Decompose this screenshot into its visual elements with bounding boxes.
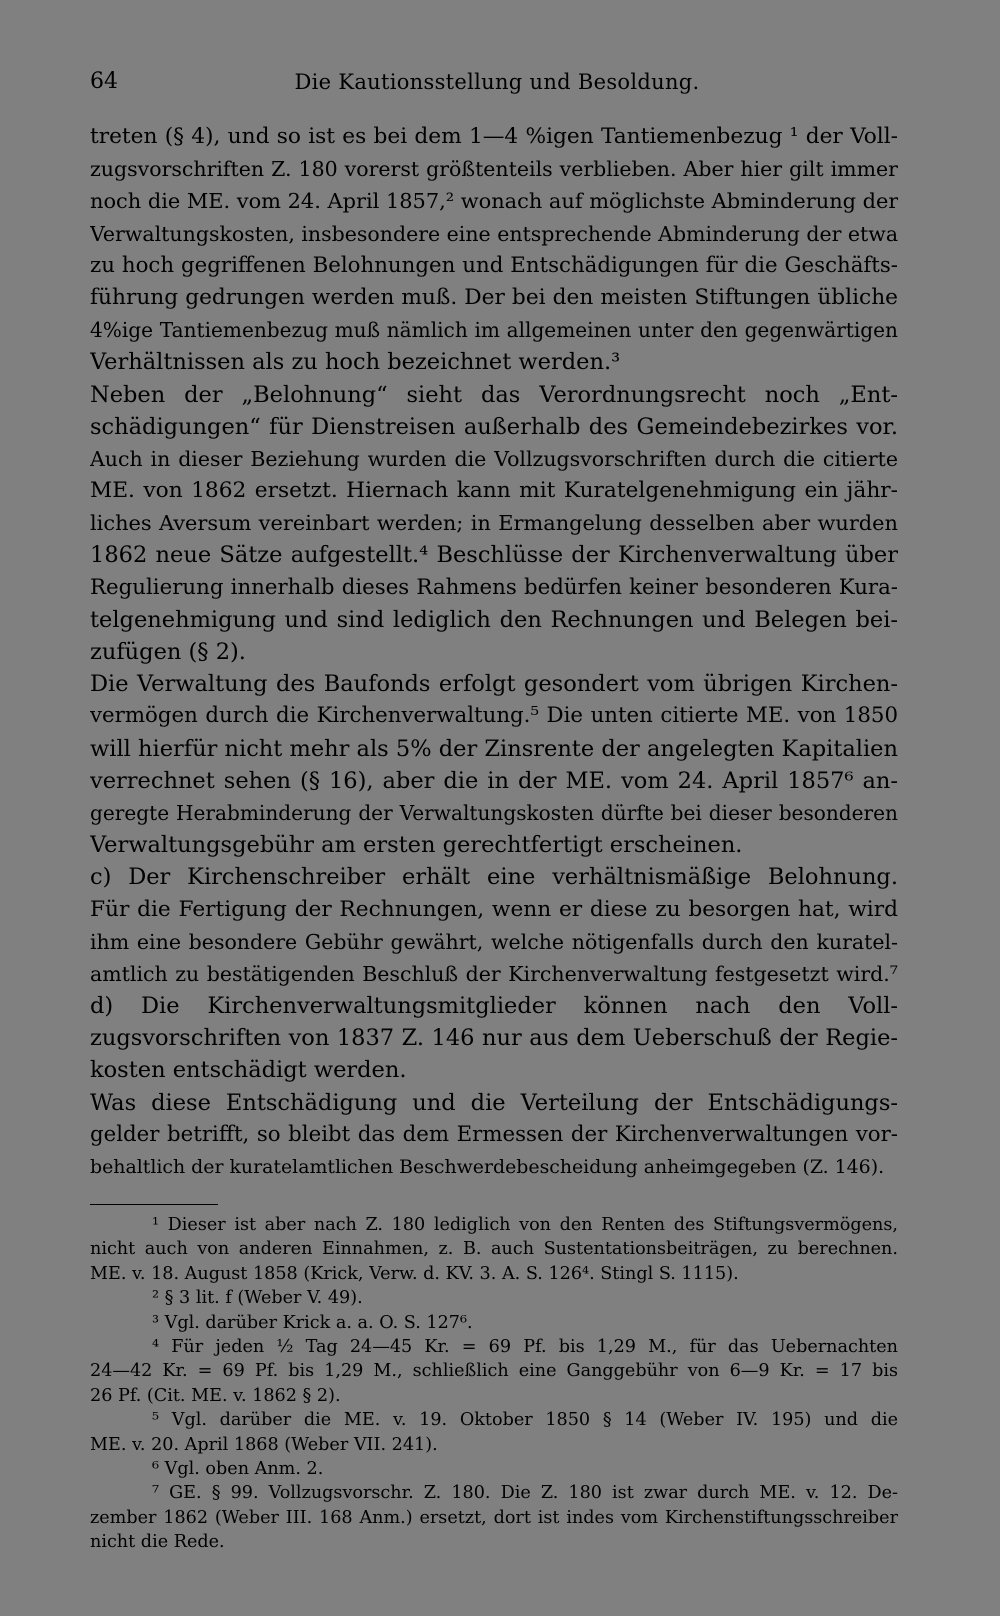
page-header xyxy=(90,62,904,102)
text-line: telgenehmigung und sind lediglich den Rechnungen und Belegen bei- xyxy=(90,606,898,633)
text-line: will hierfür nicht mehr als 5% der Zinsrente der angelegten Kapitalien xyxy=(90,735,898,762)
text-line: liches Aversum vereinbart werden; in Ermangelung desselben aber wurden xyxy=(90,511,898,536)
footnote-line: nicht auch von anderen Einnahmen, z. B. auch Sustentationsbeiträgen, zu berechnen. xyxy=(90,1239,898,1260)
text-line: Auch in dieser Beziehung wurden die Vollzugsvorschriften durch die citierte xyxy=(90,446,898,471)
text-line: amtlich zu bestätigenden Beschluß der Kirchenverwaltung festgesetzt wird.⁷ xyxy=(90,961,898,986)
footnote-line: ² § 3 lit. f (Weber V. 49). xyxy=(152,1288,363,1309)
text-line: 1862 neue Sätze aufgestellt.⁴ Beschlüsse der Kirchenverwaltung über xyxy=(90,542,898,569)
text-line: Was diese Entschädigung und die Verteilung der Entschädigungs- xyxy=(90,1089,898,1116)
page-number: 64 xyxy=(90,69,118,94)
text-line: zugsvorschriften von 1837 Z. 146 nur aus dem Ueberschuß der Regie- xyxy=(90,1025,898,1052)
text-line: Die Verwaltung des Baufonds erfolgt gesondert vom übrigen Kirchen- xyxy=(90,671,898,698)
footnotes xyxy=(90,1213,898,1554)
running-title: Die Kautionsstellung und Besoldung. xyxy=(294,70,700,94)
text-line: Verhältnissen als zu hoch bezeichnet werden.³ xyxy=(90,349,621,376)
text-line: zugsvorschriften Z. 180 vorerst größtenteils verblieben. Aber hier gilt immer xyxy=(90,157,898,182)
footnote-line: 26 Pf. (Cit. ME. v. 1862 § 2). xyxy=(90,1385,341,1406)
text-line: Verwaltungsgebühr am ersten gerechtfertigt erscheinen. xyxy=(90,832,743,859)
text-line: behaltlich der kuratelamtlichen Beschwerdebescheidung anheimgegeben (Z. 146). xyxy=(90,1156,885,1178)
text-line: kosten entschädigt werden. xyxy=(90,1057,407,1084)
text-line: noch die ME. vom 24. April 1857,² wonach auf möglichste Abminderung der xyxy=(90,189,898,214)
text-line: geregte Herabminderung der Verwaltungskosten dürfte bei dieser besonderen xyxy=(90,800,898,825)
footnote-line: ¹ Dieser ist aber nach Z. 180 lediglich von den Renten des Stiftungsvermögens, xyxy=(152,1215,898,1235)
text-line: zufügen (§ 2). xyxy=(90,639,246,665)
footnote-line: ⁴ Für jeden ½ Tag 24—45 Kr. = 69 Pf. bis 1,29 M., für das Uebernachten xyxy=(152,1336,898,1357)
text-line: Regulierung innerhalb dieses Rahmens bedürfen keiner besonderen Kura- xyxy=(90,574,898,600)
footnote-line: 24—42 Kr. = 69 Pf. bis 1,29 M., schließlich eine Ganggebühr von 6—9 Kr. = 17 bis xyxy=(90,1361,898,1382)
footnote-line: nicht die Rede. xyxy=(90,1532,225,1553)
footnote-line: ³ Vgl. darüber Krick a. a. O. S. 127⁶. xyxy=(152,1312,473,1333)
text-line: ihm eine besondere Gebühr gewährt, welche nötigenfalls durch den kuratel- xyxy=(90,929,898,954)
text-line: führung gedrungen werden muß. Der bei den meisten Stiftungen übliche xyxy=(90,284,898,310)
text-line: Neben der „Belohnung“ sieht das Verordnungsrecht noch „Ent- xyxy=(90,381,898,408)
text-line: verrechnet sehen (§ 16), aber die in der ME. vom 24. April 1857⁶ an- xyxy=(90,767,898,794)
footnote-line: ME. v. 18. August 1858 (Krick, Verw. d. KV. 3. A. S. 126⁴. Stingl S. 1115). xyxy=(90,1263,739,1284)
footnote-separator xyxy=(90,1204,218,1205)
footnote-line: ⁵ Vgl. darüber die ME. v. 19. Oktober 1850 § 14 (Weber IV. 195) und die xyxy=(152,1410,898,1431)
text-line: schädigungen“ für Dienstreisen außerhalb des Gemeindebezirkes vor. xyxy=(90,413,898,440)
text-line: zu hoch gegriffenen Belohnungen und Entschädigungen für die Geschäfts- xyxy=(90,252,898,278)
body-text xyxy=(90,121,898,1183)
text-line: gelder betrifft, so bleibt das dem Ermessen der Kirchenverwaltungen vor- xyxy=(90,1121,898,1147)
text-line: Verwaltungskosten, insbesondere eine entsprechende Abminderung der etwa xyxy=(90,221,898,246)
footnote-line: ME. v. 20. April 1868 (Weber VII. 241). xyxy=(90,1434,438,1455)
text-line: vermögen durch die Kirchenverwaltung.⁵ Die unten citierte ME. von 1850 xyxy=(90,703,898,729)
text-line: ME. von 1862 ersetzt. Hiernach kann mit Kuratelgenehmigung ein jähr- xyxy=(90,478,898,504)
footnote-line: ⁶ Vgl. oben Anm. 2. xyxy=(152,1458,324,1479)
text-line: 4%ige Tantiemenbezug muß nämlich im allgemeinen unter den gegenwärtigen xyxy=(90,318,898,343)
text-line: treten (§ 4), und so ist es bei dem 1—4 %igen Tantiemenbezug ¹ der Voll- xyxy=(90,124,898,149)
footnote-line: ⁷ GE. § 99. Vollzugsvorschr. Z. 180. Die Z. 180 ist zwar durch ME. v. 12. De- xyxy=(152,1483,898,1504)
footnote-line: zember 1862 (Weber III. 168 Anm.) ersetzt, dort ist indes vom Kirchenstiftungsschreiber xyxy=(90,1507,898,1528)
text-line: d) Die Kirchenverwaltungsmitglieder können nach den Voll- xyxy=(90,993,898,1020)
text-line: c) Der Kirchenschreiber erhält eine verhältnismäßige Belohnung. xyxy=(90,864,898,891)
text-line: Für die Fertigung der Rechnungen, wenn er diese zu besorgen hat, wird xyxy=(90,896,898,922)
